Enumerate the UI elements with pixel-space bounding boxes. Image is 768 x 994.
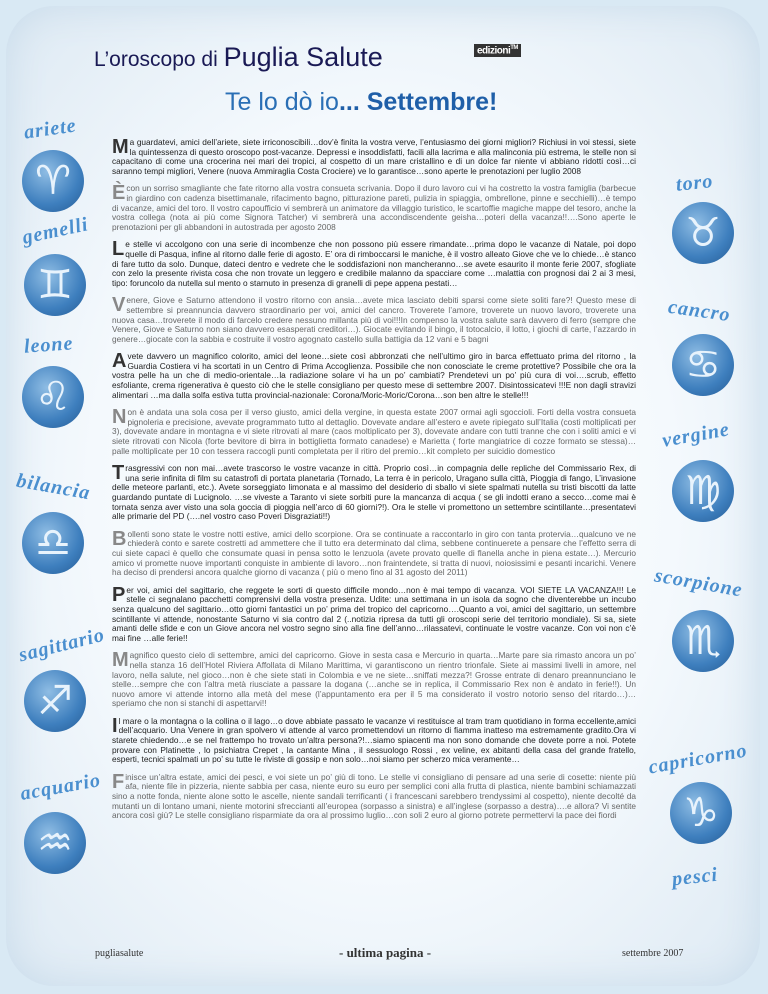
footer-page-label: - ultima pagina - [339,945,432,960]
paragraph-gemelli [112,240,636,288]
sign-label-acquario: acquario [18,769,103,805]
paragraph-scorpione [112,527,636,578]
cancer-icon: ♋ [672,334,734,396]
drop-cap: È [112,182,126,205]
drop-cap: I [112,714,118,737]
capricorn-icon: ♑ [670,782,732,844]
drop-cap: L [112,238,125,261]
drop-cap: N [112,406,127,429]
aries-icon: ♈ [22,150,84,212]
sagittarius-icon: ♐ [24,670,86,732]
taurus-icon: ♉ [672,202,734,264]
headline-month: ... Settembre! [338,88,498,116]
paragraph-leone [112,352,636,400]
sign-label-ariete: ariete [22,114,78,144]
sign-label-bilancia: bilancia [14,469,93,505]
badge-text: edizioni [477,45,511,57]
horoscope-text [112,138,636,829]
paragraph-body: con un sorriso smagliante che fate ritorno alla vostra consueta scrivania. Dopo il duro lavoro cui vi ha costretto la vostra famiglia (barbecue in giardino con cadenza bisettimanale, rifacimento bagno, pitturazione pareti, pulizia in spiaggia, ombrellone, pinne e secchielli)…è tempo di vacanze, amici del toro. Il vostro capoufficio vi sembrerà un animatore da villaggio turistico, le scartoffie magiche mappe del tesoro, anche la vostra collega (nota ai più come Signora Tatcher) vi sembrerà una accondiscendente geisha…poteri della vacanza!!….Sono aperte le prenotazioni per gli abbandoni in autostrada per agosto 2008 [112,183,636,232]
sign-label-pesci: pesci [670,863,720,891]
sign-label-cancro: cancro [666,295,732,327]
paragraph-bilancia [112,464,636,522]
paragraph-body: l mare o la montagna o la collina o il lago…o dove abbiate passato le vacanze vi restituisce al tram tram quotidiano in forma eccellente,amici dell’acquario. Una Venere in gran spolvero vi attende al varco promettendovi un ritorno di fiamma inatteso ma estremamente gradito.Ora vi starete chiedendo…e se nel frattempo ho trovato un’altra persona?!…siamo spiacenti ma non sono domande che dovete porre a noi. Potete provare con Platinette , lo psichiatra Crepet , la cantante Mina , il sessuologo Rossi , ex veline, ex abitanti della casa del grande fratello, esperti, tecnici spalmati un po’ su tutte le riviste di gossip e non solo…noi siamo per scherzo mica veramente… [112,715,636,765]
sign-label-sagittario: sagittario [16,623,108,667]
paragraph-ariete [112,138,636,176]
drop-cap: B [112,527,127,550]
paragraph-toro [112,184,636,232]
sign-label-gemelli: gemelli [20,213,91,249]
scorpio-icon: ♏ [672,610,734,672]
paragraph-body: agnifico questo cielo di settembre, amici del capricorno. Giove in sesta casa e Mercurio in quarta…Marte pare sia rimasto ancora un po’ nella stanza 16 dell’Hotel Riviera Affollata di Milano Marittima, vi garantiscono un rientro trionfale. Siete ai massimi livelli in amore, nel lavoro, nella salute, nel gioco…non è che siete stati in Colombia e ve ne siete…sniffati mezza?! Grosse entrate di denaro preannunciano le stelle…sempre che con l’altra metà riusciate a passare la dogana (…anche se in replica, il Commissario Rex non è andato in ferie!!). Un nuovo amore vi attende intorno alla metà del mese (l’appuntamento era per il 5 ma considerato il vostro notorio senso del ritardo…)…speriamo che non si stanchi di aspettarvi!! [112,650,636,709]
title-brand: Puglia Salute [223,42,383,72]
leo-icon: ♌ [22,366,84,428]
drop-cap: T [112,462,125,485]
gemini-icon: ♊ [24,254,86,316]
footer-brand: pugliasalute [95,948,144,959]
paragraph-body: e stelle vi accolgono con una serie di incombenze che non possono più essere rimandate…prima dopo le vacanze di Natale, poi dopo quelle di Pasqua, infine al ritorno dalle ferie di agosto. E’ ora di rimboccarsi le maniche, è il vostro alleato Giove che ve lo chiede…è stanco di fare tutto da solo. Dunque, dateci dentro e vedrete che le soddisfazioni non mancheranno…se avete esaurito il monte ferie 2007, sfogliate con zelo la presente rivista cosa che non trovate un leggero e credibile malanno da spacciare come …malattia con prognosi dai 2 ai 3 mesi, tipo: foruncolo da nutella sul mento o starnuto in presenza di granelli di pepe appena pestati… [112,239,636,288]
drop-cap: M [112,649,129,672]
header-title [94,42,383,73]
paragraph-body: on è andata una sola cosa per il verso giusto, amici della vergine, in questa estate 2007 ormai agli sgoccioli. Forti della vostra consueta pignoleria e precisione, avevate programmato tutto al dettaglio. Dovevate andare all’estero e avete ripiegato sull’Italia (costi moltiplicati per 3), dovevate andare in montagna e vi siete ritrovati al mare (caos moltiplicato per 3), dovevate andare con tutti tranne che con i soliti amici e vi siete ritrovati con Nicola (forte bevitore di birra in bottiglietta formato canadese) e Marietta ( forte mangiatrice di cozze formato se stessa)…palle moltiplicate per 10 con tessera raccogli punti completata per il ritiro del premio…kit completo per suicidio domestico [112,407,636,456]
drop-cap: V [112,294,126,317]
sign-label-scorpione: scorpione [652,564,745,602]
title-prefix: L’oroscopo di [94,48,218,71]
sign-label-toro: toro [674,170,715,196]
paragraph-acquario [112,714,636,765]
headline-lead: Te lo dò io [225,88,339,116]
footer-date: settembre 2007 [622,948,684,959]
virgo-icon: ♍ [672,460,734,522]
paragraph-body: ollenti sono state le vostre notti estive, amici dello scorpione. Ora se continuate a raccontarlo in giro con tanta protervia…qualcuno ve ne chiederà conto e sarete costretti ad ammettere che il tutto era determinato dal clima, sebbene continuerete a pensare che l’effetto serra di cui siete capaci è quello che consumate quasi in pensa sotto le lenzuola (avete provato quelle di flanella anche in piena estate…). Mercurio amico vi promette nuove importanti conquiste in ambiente di lavoro…non fraintendete, si tratta di nuovi, noiosissimi e pesanti incarichi. Venere ha deciso di prendersi ancora qualche giorno di vacanza ( più o meno fino al 31 agosto del 2011) [112,528,636,578]
sign-label-leone: leone [23,332,75,358]
aquarius-icon: ♒ [24,812,86,874]
paragraph-sagittario [112,583,636,644]
drop-cap: P [112,583,126,606]
paragraph-capricorno [112,651,636,709]
drop-cap: A [112,350,127,373]
paragraph-body: inisce un’altra estate, amici dei pesci, e voi siete un po’ giù di tono. Le stelle vi consigliano di pensare ad una serie di cosette: niente più afa, niente file in pizzeria, niente sabbia per casa, niente euro su euro per semplici coni alla frutta di plastica, niente bambini schiamazzati sino a notte fonda, niente alone sotto le ascelle, niente sandali terrificanti ( i francescani sarebbero trendyssimi al cospetto), niente decolté da mutanti un di lontano umani, niente motorini sfreccianti all’europea (sorpasso a sinistra) e all’inglese (sorpasso a destra)….e allora? Vi sentite ancora così giù? Le stelle consigliano risparmiate da ora al prossimo luglio…con soli 2 euro al giorno potrete permettervi la pace dei fiordi [112,771,636,821]
paragraph-vergine [112,408,636,456]
sign-label-capricorno: capricorno [646,739,750,779]
paragraph-body: er voi, amici del sagittario, che reggete le sorti di questo difficile mondo…non è mai tempo di vacanza. VOI SIETE LA VACANZA!!! Le stelle ci segnalano pacchetti comprensivi della vostra presenza. Udite: una settimana in un isola da sogno che diventerebbe un incubo senza qualcuno del sagittario…otto giorni fantastici un po’ prima del tropico del capricorno….Quanto a voi, amici del sagittario, un settembre scintillante vi attende, nonostante Saturno vi sia contro dal 2 (..notizia ripresa da tutti gli oroscopi serie del territorio mondiale). Si sa, siete amanti delle sfide e con un Giove ancora nel vostro segno sino alla fine dell’anno…rilassatevi, continuate le vostre vacanze. Con voi non c’è mai fine …alle ferie!! [112,584,636,643]
drop-cap: F [112,770,125,793]
edizioni-badge [474,44,521,57]
paragraph-body: vete davvero un magnifico colorito, amici del leone…siete così abbronzati che nell’ultimo giro in barca effettuato prima del ritorno , la Guardia Costiera vi ha scortati in un Centro di Prima Accoglienza. Possibile che non conosciate le creme protettive? Possibile che ora la vostra pelle ha un che di medio-orientale…la radiazione solare vi ha un po’ cambiati? Prendetevi un po’ più cura di voi….scrub, effetto esfoliante, crema rigenerativa è questo ciò che le stelle consigliano per questo mese di settembre 2007. Disintossicatevi !!!E non dagli stravizi alimentari …ma dalla solfa estiva tutta provincial-nazionale: Corona/Moric-Moric/Corona…son ben altre le stelle!!! [112,351,636,400]
sign-label-vergine: vergine [660,418,732,452]
paragraph-body: rasgressivi con non mai…avete trascorso le vostre vacanze in città. Proprio così…in compagnia delle repliche del Commissario Rex, di una serie infinita di film su catastrofi di portata planetaria (Tornado, La terra è in pericolo, Uragano sulla città, Pioggia di fango, L’invasione delle meteore parlanti, etc.). Avete sorseggiato limonata e al massimo del desiderio di sballo vi siete spalmati nutella su tristi biscotti da latte guardando puntate di Lucignolo. …se viveste a Taranto vi siete sorbiti pure la mancanza di acqua ( se gli indotti erano a secco…come mai è tornata senza aver visto una sola goccia di pioggia nell’arco di 60 giorni?!). Ora le stelle vi promettono un settembre scintillante…presentatevi alle primarie del PD (….nel vostro caso Poveri Disgraziati!!) [112,463,636,522]
drop-cap: M [112,136,129,158]
paragraph-cancro [112,296,636,344]
libra-icon: ♎ [22,512,84,574]
page-headline [225,88,497,117]
badge-mark: TM [510,45,518,51]
paragraph-pesci [112,770,636,821]
paragraph-body: a guardatevi, amici dell’ariete, siete irriconoscibili…dov’è finita la vostra verve, l’entusiasmo dei giorni migliori? Richiusi in voi stessi, siete la quintessenza di questo oroscopo post-vacanze. Depressi e insoddisfatti, facili alla lacrima e alla malinconia più estrema, le stelle non si capacitano di come una crocerina nei mari dei tropici, al cospetto di un mare cristallino e di un dolce far niente vi abbiano ridotti così…ci saranno tempi migliori, Venere (nuova Ammiraglia Costa Crociere) ve lo garantisce…sono aperte le prenotazioni per luglio 2008 [112,137,636,176]
paragraph-body: enere, Giove e Saturno attendono il vostro ritorno con ansia…avete mica lasciato debiti sparsi come siete soliti fare?! Questo mese di settembre si preannuncia davvero straordinario per voi, amici del cancro. Troverete l’amore, troverete un nuovo lavoro, troverete una nuova casa…troverete il modo di farcelo credere nessuno millanta più di voi!!!In compenso la vostra salute sarà davvero di ferro (sempre che Venere, Giove e Saturno non siano davvero esasperati creditori…). Giocate evitando il bingo, il totocalcio, il lotto, i giochi di carte, l’azzardo in genere…giocate con la sabbia e costruite il vostro agognato castello sulla battigia da 12 vani e 5 bagni [112,295,636,344]
